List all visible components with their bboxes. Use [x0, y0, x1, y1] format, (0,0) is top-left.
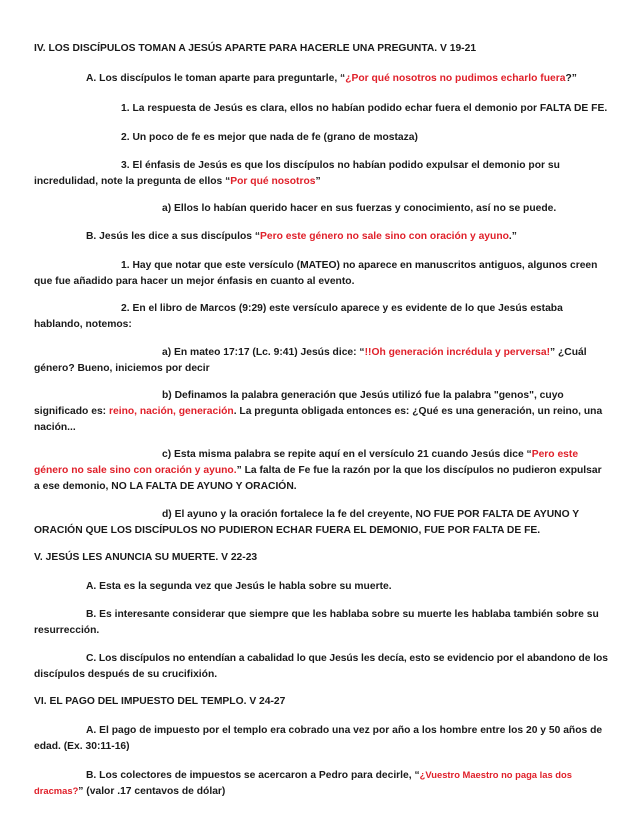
quote-red: Por qué nosotros — [230, 176, 316, 187]
section-iv-item-b2b-line3: nación... — [34, 422, 76, 433]
quote-red: !!Oh generación incrédula y perversa! — [364, 347, 550, 358]
section-iv-item-a1: 1. La respuesta de Jesús es clara, ellos no habían podido echar fuera el demonio por FALTA DE FE. — [121, 103, 608, 114]
quote-red: Pero este — [531, 449, 579, 460]
section-iv-item-b2-line2: hablando, notemos: — [34, 319, 132, 330]
section-iv-item-a3-line1: 3. El énfasis de Jesús es que los discípulos no habían podido expulsar el demonio por su — [121, 160, 560, 171]
text: A. Los discípulos le toman aparte para preguntarle, “ — [86, 73, 346, 84]
text: ” — [315, 176, 321, 187]
section-iv-item-a3-line2 — [34, 173, 608, 190]
section-vi-item-b-line2 — [34, 782, 608, 800]
quote-red: dracmas? — [34, 785, 79, 796]
section-v-item-c-line2: discípulos después de su crucifixión. — [34, 669, 218, 680]
section-iv-item-b — [86, 228, 608, 245]
section-iv-item-b1-line1: 1. Hay que notar que este versículo (MATEO) no aparece en manuscritos antiguos, algunos creen — [121, 260, 598, 271]
quote-red: reino, nación, generación — [108, 406, 234, 417]
section-iv-item-b2a-line2: género? Bueno, iniciemos por decir — [34, 363, 210, 374]
section-iv-item-a3a: a) Ellos lo habían querido hacer en sus fuerzas y conocimiento, así no se puede. — [162, 203, 557, 214]
section-iv-item-b2b-line2 — [34, 403, 608, 420]
text: ” (valor .17 centavos de dólar) — [78, 786, 226, 797]
section-v-item-b-line2: resurrección. — [34, 625, 100, 636]
text: ” La falta de Fe fue la razón por la que los discípulos no pudieron expulsar — [236, 465, 602, 476]
section-iv-item-b2c-line2 — [34, 462, 608, 479]
text: .” — [508, 231, 517, 242]
section-iv-heading: IV. LOS DISCÍPULOS TOMAN A JESÚS APARTE PARA HACERLE UNA PREGUNTA. V 19-21 — [34, 43, 477, 54]
section-v-heading: V. JESÚS LES ANUNCIA SU MUERTE. V 22-23 — [34, 552, 258, 563]
quote-red: Pero este género no sale sino con oración y ayuno — [259, 231, 509, 242]
section-v-item-a: A. Esta es la segunda vez que Jesús le habla sobre su muerte. — [86, 581, 392, 592]
text: c) Esta misma palabra se repite aquí en el versículo 21 cuando Jesús dice “ — [162, 449, 532, 460]
text: incredulidad, note la pregunta de ellos “ — [34, 176, 231, 187]
section-vi-item-a-line2: edad. (Ex. 30:11-16) — [34, 741, 130, 752]
text: B. Jesús les dice a sus discípulos “ — [86, 231, 260, 242]
text: ?” — [565, 73, 577, 84]
section-iv-item-b1-line2: que fue añadido para hacer un mejor énfasis en cuanto al evento. — [34, 276, 355, 287]
text: ” ¿Cuál — [550, 347, 587, 358]
text: . La pregunta obligada entonces es: ¿Qué es una generación, un reino, una — [233, 406, 603, 417]
section-iv-item-b2c-line1 — [162, 446, 608, 463]
section-vi-item-a-line1: A. El pago de impuesto por el templo era cobrado una vez por año a los hombre entre los 20 y 50 años de — [86, 725, 603, 736]
section-v-item-b-line1: B. Es interesante considerar que siempre que les hablaba sobre su muerte les hablaba también sobre su — [86, 609, 599, 620]
text: a) En mateo 17:17 (Lc. 9:41) Jesús dice: “ — [162, 347, 365, 358]
section-iv-item-b2-line1: 2. En el libro de Marcos (9:29) este versículo aparece y es evidente de lo que Jesús estaba — [121, 303, 563, 314]
quote-red: género no sale sino con oración y ayuno. — [34, 465, 237, 476]
section-iv-item-a2: 2. Un poco de fe es mejor que nada de fe (grano de mostaza) — [121, 132, 418, 143]
section-iv-item-b2a-line1 — [162, 344, 608, 361]
section-iv-item-b2d-line2: ORACIÓN QUE LOS DISCÍPULOS NO PUDIERON ECHAR FUERA EL DEMONIO, FUE POR FALTA DE FE. — [34, 525, 541, 536]
section-v-item-c-line1: C. Los discípulos no entendían a cabalidad lo que Jesús les decía, esto se evidencio por el abandono de los — [86, 653, 608, 664]
section-vi-heading: VI. EL PAGO DEL IMPUESTO DEL TEMPLO. V 24-27 — [34, 696, 286, 707]
text: B. Los colectores de impuestos se acercaron a Pedro para decirle, “ — [86, 770, 420, 781]
section-iv-item-a — [86, 70, 608, 87]
section-iv-item-b2b-line1: b) Definamos la palabra generación que Jesús utilizó fue la palabra "genos", cuyo — [162, 390, 564, 401]
section-iv-item-b2d-line1: d) El ayuno y la oración fortalece la fe del creyente, NO FUE POR FALTA DE AYUNO Y — [162, 509, 580, 520]
section-iv-item-b2c-line3: a ese demonio, NO LA FALTA DE AYUNO Y ORACIÓN. — [34, 481, 297, 492]
quote-red: ¿Vuestro Maestro no paga las dos — [419, 769, 572, 780]
quote-red: ¿Por qué nosotros no pudimos echarlo fuera — [345, 73, 566, 84]
text: significado es: — [34, 406, 109, 417]
